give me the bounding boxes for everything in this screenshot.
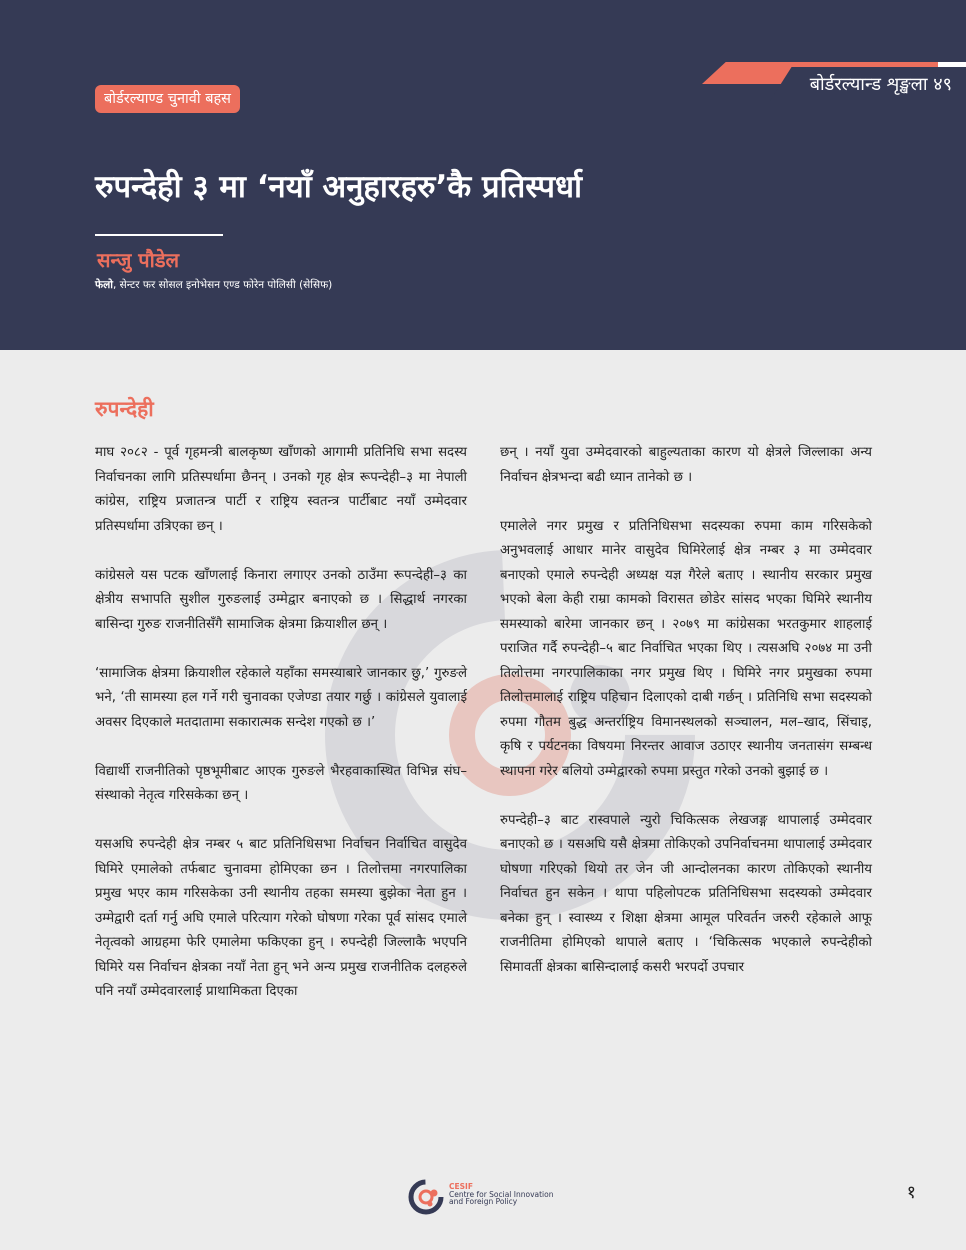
- paragraph: कांग्रेसले यस पटक खाँणलाई किनारा लगाएर उनको ठाउँमा रूपन्देही–३ का क्षेत्रीय सभापति सुशील गुरुङलाई उम्मेद्वार बनाएको छ । सिद्धार्थ नगरका बासिन्दा गुरुङ राजनीतिसँगै सामाजिक क्षेत्रमा क्रियाशील छन् ।: [95, 567, 467, 632]
- author-name: सन्जु पौडेल: [97, 248, 180, 272]
- header-banner: [0, 0, 966, 350]
- series-white-tick: [938, 62, 966, 67]
- cesif-logo-icon: [407, 1178, 445, 1216]
- paragraph: यसअघि रुपन्देही क्षेत्र नम्बर ५ बाट प्रतिनिधिसभा निर्वाचन निर्वाचित वासुदेव घिमिरे एमालेको तर्फबाट चुनावमा होमिएका छन । तिलोत्तमा नगरपालिका प्रमुख भएर काम गरिसकेका उनी स्थानीय तहका समस्या बुझेका नेता हुन । उम्मेद्वारी दर्ता गर्नु अघि एमाले परित्याग गरेको घोषणा गरेका पूर्व सांसद एमाले नेतृत्वको आग्रहमा फेरि एमालेमा फकिएका हुन् । रुपन्देही जिल्लाकै भएपनि घिमिरे यस निर्वाचन क्षेत्रका नयाँ नेता हुन् भने अन्य प्रमुख राजनीतिक दलहरुले पनि नयाँ उम्मेदवारलाई प्राथामिकता दिएका: [95, 837, 467, 999]
- article-column-right: [500, 441, 872, 1005]
- logo-abbreviation: CESIF: [449, 1182, 473, 1191]
- logo-line-2: and Foreign Policy: [449, 1197, 518, 1206]
- author-divider: [95, 234, 223, 236]
- author-organization: , सेन्टर फर सोसल इनोभेसन एण्ड फोरेन पोलिसी (सेसिफ): [112, 279, 333, 291]
- footer-logo: [407, 1178, 577, 1218]
- page-number: १: [906, 1182, 916, 1203]
- article-column-left: [95, 441, 467, 1029]
- category-badge: बोर्डरल्याण्ड चुनावी बहस: [95, 85, 240, 113]
- author-affiliation: [95, 278, 332, 292]
- paragraph: छन् । नयाँ युवा उम्मेदवारको बाहुल्यताका कारण यो क्षेत्रले जिल्लाका अन्य निर्वाचन क्षेत्रभन्दा बढी ध्यान तानेको छ ।: [500, 445, 872, 485]
- section-heading: रुपन्देही: [95, 397, 154, 421]
- paragraph: रुपन्देही–३ बाट रास्वपाले न्युरो चिकित्सक लेखजङ्ग थापालाई उम्मेदवार बनाएको छ । यसअघि यसै क्षेत्रमा तोकिएको उपनिर्वाचनमा थापालाई उम्मेदवार घोषणा गरिएको थियो तर जेन जी आन्दोलनका कारण तोकिएको स्थानीय निर्वाचत हुन सकेन । थापा पहिलोपटक प्रतिनिधिसभा सदस्यको उम्मेदवार बनेका हुन् । स्वास्थ्य र शिक्षा क्षेत्रमा आमूल परिवर्तन जरुरी रहेकाले आफू राजनीतिमा होमिएको थापाले बताए । ‘चिकित्सक भएकाले रुपन्देहीको सिमावर्ती क्षेत्रका बासिन्दालाई कसरी भरपर्दो उपचार: [500, 812, 872, 975]
- paragraph: ‘सामाजिक क्षेत्रमा क्रियाशील रहेकाले यहाँका समस्याबारे जानकार छु,’ गुरुङले भने, ‘ती सामस्या हल गर्ने गरी चुनावका एजेण्डा तयार गर्छु । कांग्रेसले युवालाई अवसर दिएकाले मतदातामा सकारात्मक सन्देश गएको छ ।’: [95, 665, 467, 730]
- author-role: फेलो: [95, 279, 113, 291]
- paragraph: माघ २०८२ - पूर्व गृहमन्त्री बालकृष्ण खाँणको आगामी प्रतिनिधि सभा सदस्य निर्वाचनका लागि प्रतिस्पर्धामा छैनन् । उनको गृह क्षेत्र रूपन्देही–३ मा नेपाली कांग्रेस, राष्ट्रिय प्रजातन्त्र पार्टी र राष्ट्रिय स्वतन्त्र पार्टीबाट नयाँ उम्मेदवार प्रतिस्पर्धामा उत्रिएका छन् ।: [95, 445, 467, 534]
- paragraph: विद्यार्थी राजनीतिको पृष्ठभूमीबाट आएक गुरुङले भैरहवाकास्थित विभिन्न संघ–संस्थाको नेतृत्व गरिसकेका छन् ।: [95, 763, 467, 803]
- logo-line-1: Centre for Social Innovation: [449, 1189, 554, 1199]
- paragraph: एमालेले नगर प्रमुख र प्रतिनिधिसभा सदस्यका रुपमा काम गरिसकेको अनुभवलाई आधार मानेर वासुदेव घिमिरेलाई क्षेत्र नम्बर ३ मा उम्मेदवार बनाएको एमाले रुपन्देही अध्यक्ष यज्ञ गैरेले बताए । स्थानीय सरकार प्रमुख भएको बेला केही राम्रा कामको विरासत छोडेर सांसद भएका घिमिरे स्थानीय समस्याको बारेमा जानकार छन् । २०७९ मा कांग्रेसका भरतकुमार शाहलाई पराजित गर्दै रुपन्देही–५ बाट निर्वाचित भएका थिए । त्यसअघि २०७४ मा उनी तिलोत्तमा नगरपालिकाका नगर प्रमुख थिए । घिमिरे नगर प्रमुखका रुपमा तिलोत्तमालाई राष्ट्रिय पहिचान दिलाएको दाबी गर्छन् । प्रतिनिधि सभा सदस्यको रुपमा गौतम बुद्ध अन्तर्राष्ट्रिय विमानस्थलको सञ्चालन, मल–खाद, सिंचाइ, कृषि र पर्यटनका विषयमा निरन्तर आवाज उठाएर स्थानीय जनतासंग सम्बन्ध स्थापना गरेर बलियो उम्मेद्वारको रुपमा प्रस्तुत गरेको उनको बुझाई छ ।: [500, 518, 872, 779]
- page-title: रुपन्देही ३ मा ‘नयाँ अनुहारहरु’कै प्रतिस्पर्धा: [95, 169, 583, 205]
- series-label: बोर्डरल्यान्ड शृङ्खला ४९: [809, 74, 952, 95]
